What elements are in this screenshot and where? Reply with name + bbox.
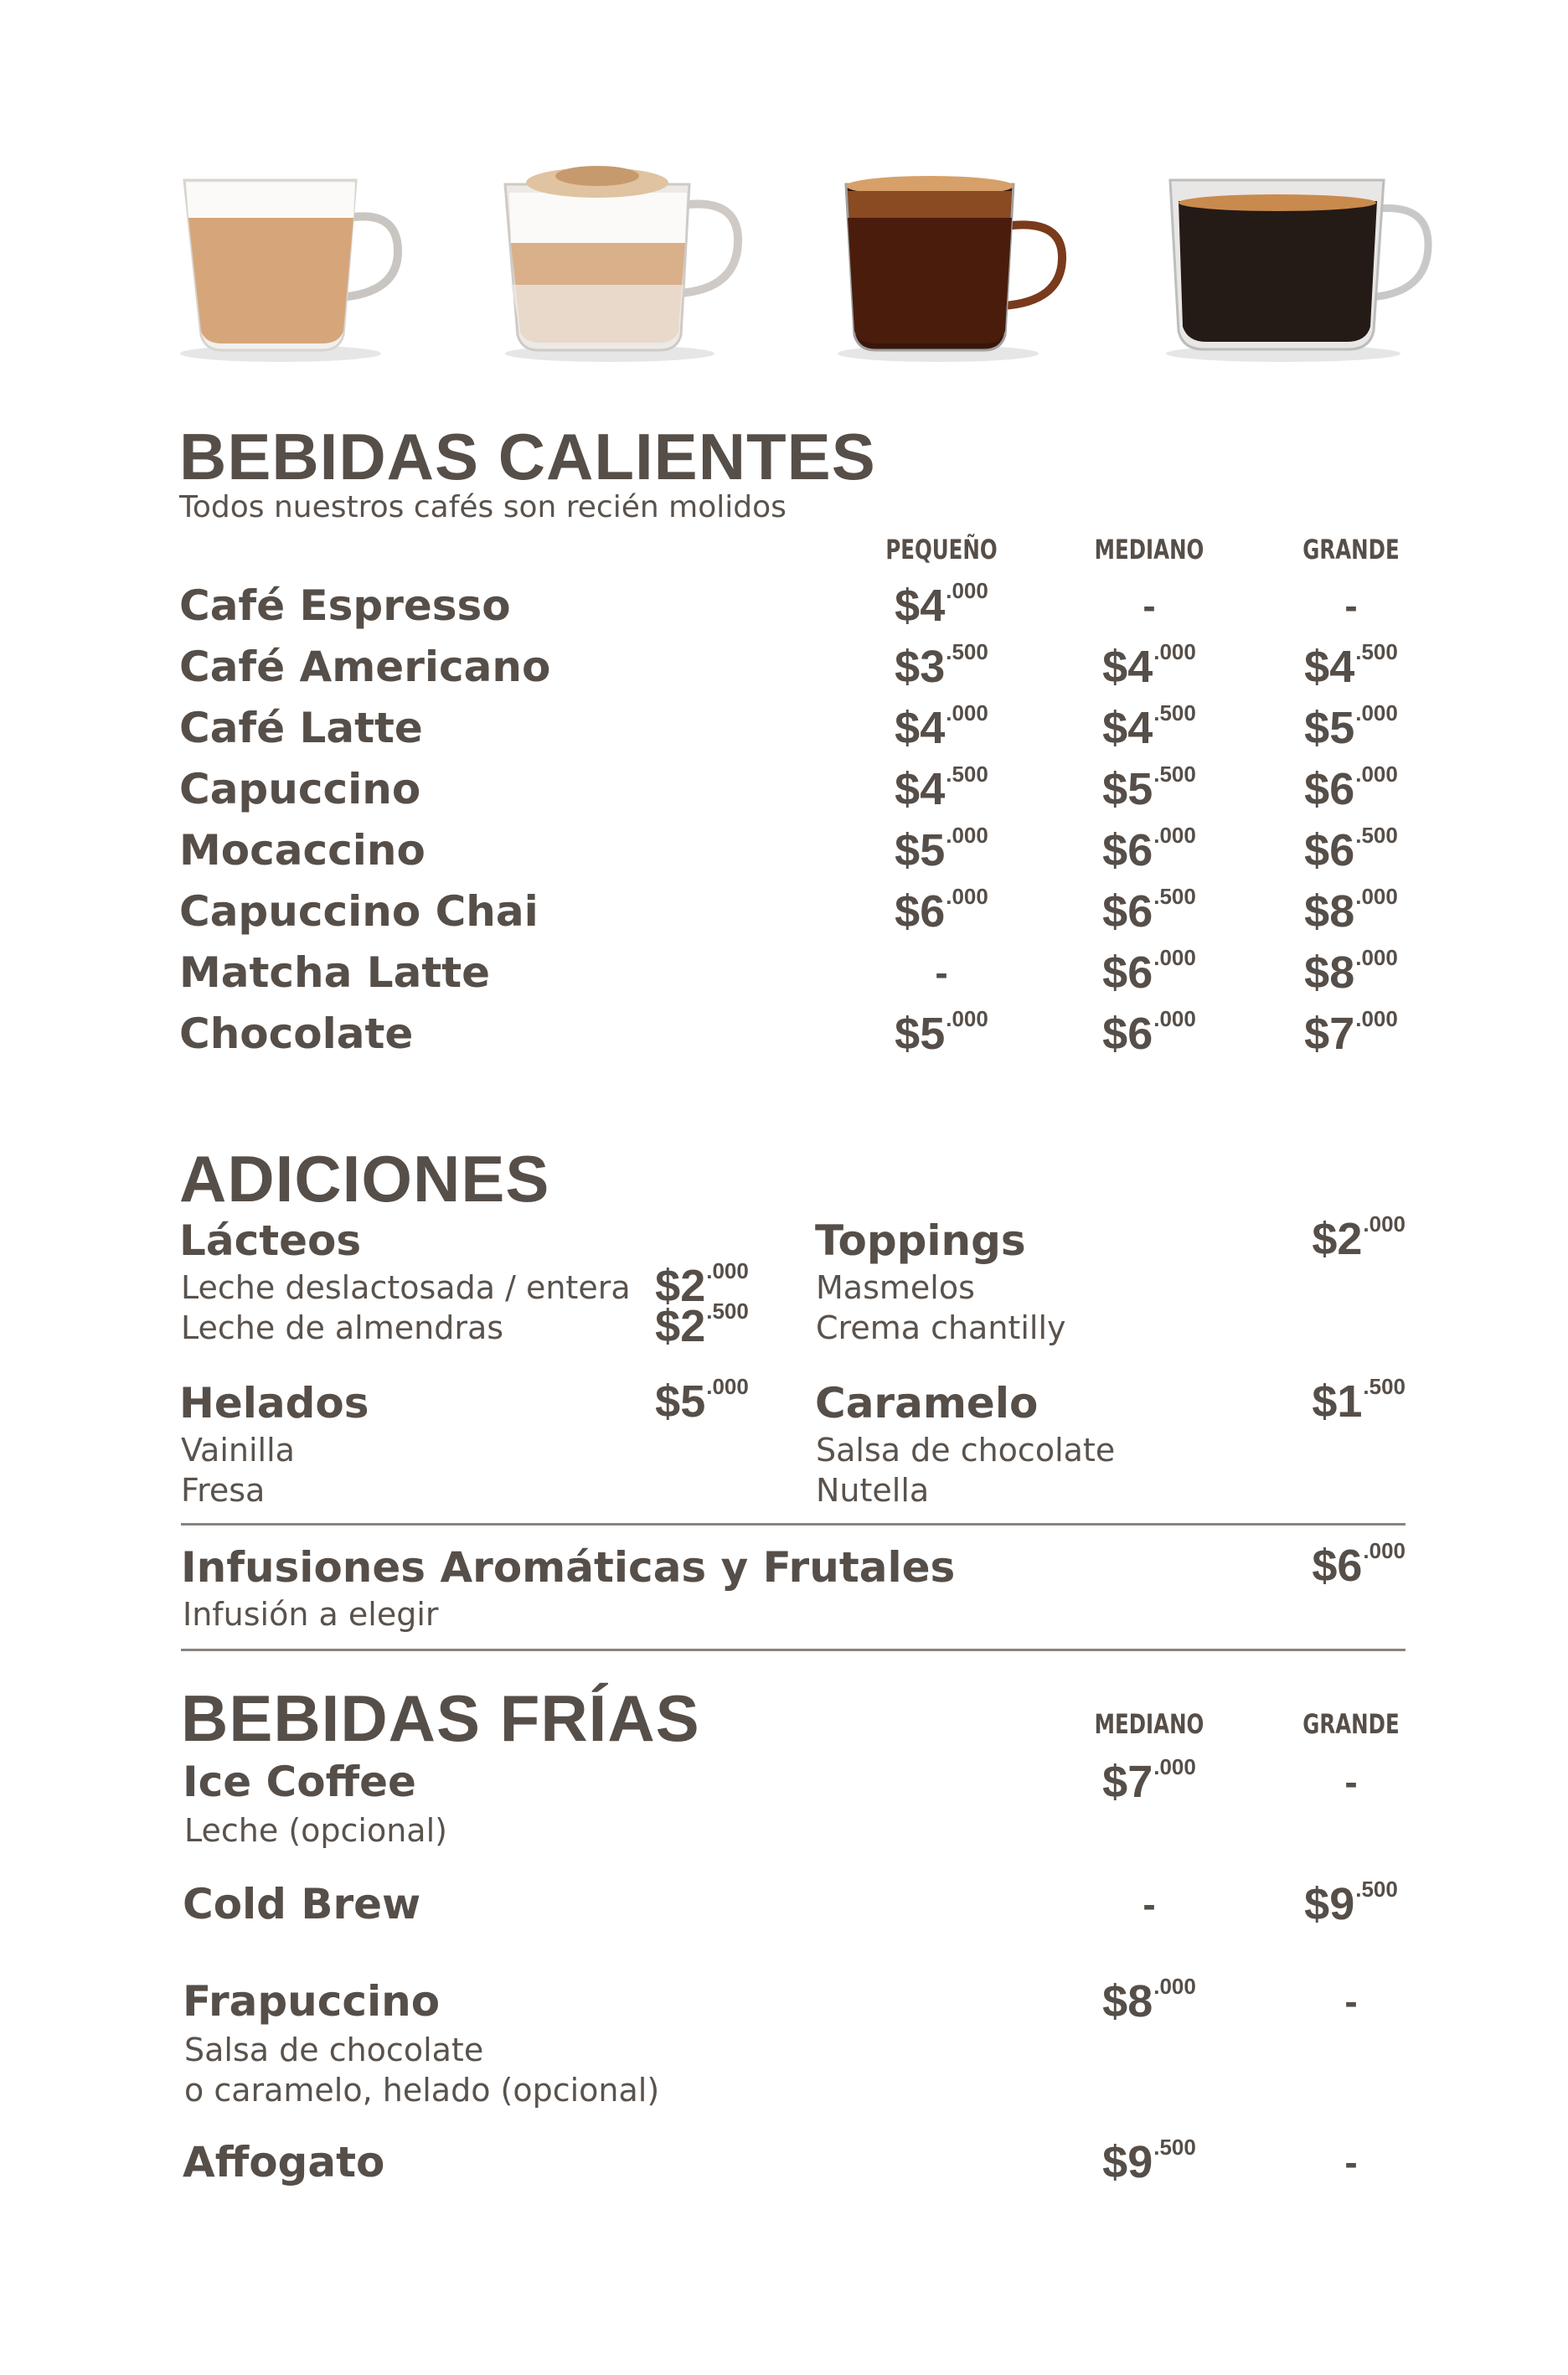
latte-cup-icon: [172, 159, 423, 369]
hot-price-small: $\$6^{.000}$: [895, 884, 988, 937]
caramelo-line: Salsa de chocolate: [816, 1432, 1116, 1469]
column-header-medium: MEDIANO: [1094, 1708, 1204, 1740]
hot-price-large: $\$8^{.000}$: [1304, 884, 1398, 937]
lacteos-line: Leche deslactosada / entera: [181, 1269, 631, 1306]
hot-price-small: $\$5^{.000}$: [895, 823, 988, 875]
cold-price-large-dash: -: [1344, 1980, 1358, 2023]
cold-drink-name: Ice Coffee: [183, 1758, 416, 1806]
divider: [181, 1649, 1406, 1651]
hot-price-large: $\$8^{.000}$: [1304, 945, 1398, 998]
hot-price-large: $\$4^{.500}$: [1304, 639, 1398, 692]
hot-drink-name: Capuccino Chai: [179, 887, 539, 936]
caramelo-title: Caramelo: [815, 1379, 1039, 1428]
cold-drink-desc: Salsa de chocolate: [184, 2032, 484, 2068]
coffee-cups-row: [0, 159, 1568, 377]
caramelo-line: Nutella: [816, 1472, 930, 1509]
infusiones-title: Infusiones Aromáticas y Frutales: [181, 1543, 956, 1592]
hot-price-large: $\$5^{.000}$: [1304, 700, 1398, 753]
hot-price-small: $\$5^{.000}$: [895, 1006, 988, 1059]
cold-drink-desc: Leche (opcional): [184, 1812, 447, 1849]
cold-price-medium: $\$7^{.000}$: [1102, 1754, 1196, 1807]
cold-price-medium-dash: -: [1142, 1882, 1156, 1926]
hot-price-small: $\$4^{.000}$: [895, 700, 988, 753]
black-coffee-cup-icon: [1166, 159, 1434, 369]
toppings-line: Masmelos: [816, 1269, 975, 1306]
hot-drink-name: Mocaccino: [179, 826, 426, 875]
infusiones-price: $\$6^{.000}$: [1312, 1538, 1406, 1591]
lacteos-title: Lácteos: [179, 1216, 362, 1265]
hot-price-medium-dash: -: [1142, 584, 1156, 627]
cold-drinks-title: BEBIDAS FRÍAS: [181, 1681, 700, 1755]
hot-price-small-dash: -: [935, 951, 948, 994]
hot-price-large: $\$7^{.000}$: [1304, 1006, 1398, 1059]
toppings-line: Crema chantilly: [816, 1309, 1066, 1346]
cold-drink-name: Frapuccino: [183, 1977, 441, 2026]
hot-price-medium: $\$4^{.500}$: [1102, 700, 1196, 753]
hot-price-large: $\$6^{.500}$: [1304, 823, 1398, 875]
hot-price-small: $\$4^{.000}$: [895, 578, 988, 631]
cold-price-large-dash: -: [1344, 1760, 1358, 1804]
hot-drink-name: Matcha Latte: [179, 948, 491, 997]
hot-price-medium: $\$6^{.500}$: [1102, 884, 1196, 937]
cold-price-large: $\$9^{.500}$: [1304, 1877, 1398, 1929]
toppings-title: Toppings: [815, 1216, 1026, 1265]
lacteos-line-price: $\$2^{.500}$: [655, 1299, 749, 1351]
additions-title: ADICIONES: [179, 1142, 550, 1216]
toppings-price: $\$2^{.000}$: [1312, 1211, 1406, 1264]
cold-price-large-dash: -: [1344, 2140, 1358, 2184]
cold-drink-desc: o caramelo, helado (opcional): [184, 2072, 660, 2109]
caramelo-price: $\$1^{.500}$: [1312, 1374, 1406, 1427]
helados-line: Fresa: [181, 1472, 266, 1509]
hot-price-small: $\$3^{.500}$: [895, 639, 988, 692]
divider: [181, 1523, 1406, 1526]
hot-price-small: $\$4^{.500}$: [895, 762, 988, 814]
cold-drink-name: Cold Brew: [183, 1880, 421, 1928]
cold-drink-name: Affogato: [183, 2138, 385, 2187]
column-header-large: GRANDE: [1302, 1708, 1400, 1740]
americano-cup-icon: [838, 159, 1089, 369]
column-header-medium: MEDIANO: [1094, 534, 1204, 565]
column-header-small: PEQUEÑO: [885, 534, 998, 565]
lacteos-line-price: $\$2^{.000}$: [655, 1258, 749, 1311]
hot-price-medium: $\$5^{.500}$: [1102, 762, 1196, 814]
cold-price-medium: $\$9^{.500}$: [1102, 2135, 1196, 2187]
helados-title: Helados: [179, 1379, 369, 1428]
column-header-large: GRANDE: [1302, 534, 1400, 565]
hot-price-medium: $\$4^{.000}$: [1102, 639, 1196, 692]
hot-price-medium: $\$6^{.000}$: [1102, 1006, 1196, 1059]
hot-drinks-subtitle: Todos nuestros cafés son recién molidos: [179, 490, 787, 524]
lacteos-line: Leche de almendras: [181, 1309, 504, 1346]
hot-drink-name: Café Latte: [179, 704, 423, 752]
hot-drink-name: Capuccino: [179, 765, 421, 813]
hot-drinks-title: BEBIDAS CALIENTES: [179, 420, 876, 493]
helados-price: $\$5^{.000}$: [655, 1374, 749, 1427]
hot-price-medium: $\$6^{.000}$: [1102, 823, 1196, 875]
helados-line: Vainilla: [181, 1432, 295, 1469]
hot-price-large: $\$6^{.000}$: [1304, 762, 1398, 814]
hot-price-large-dash: -: [1344, 584, 1358, 627]
capuccino-cup-icon: [501, 159, 752, 369]
hot-drink-name: Café Americano: [179, 643, 551, 691]
cold-price-medium: $\$8^{.000}$: [1102, 1974, 1196, 2026]
hot-drink-name: Café Espresso: [179, 581, 511, 630]
hot-drink-name: Chocolate: [179, 1009, 414, 1058]
hot-price-medium: $\$6^{.000}$: [1102, 945, 1196, 998]
infusiones-desc: Infusión a elegir: [183, 1596, 439, 1633]
